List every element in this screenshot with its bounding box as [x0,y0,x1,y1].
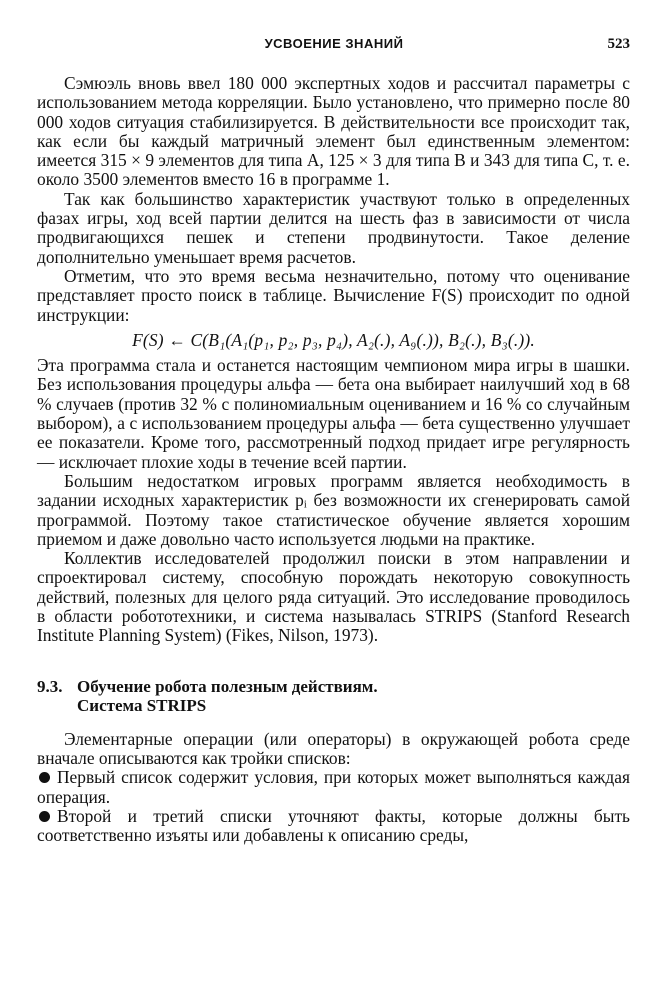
page-number: 523 [607,36,630,52]
running-head: УСВОЕНИЕ ЗНАНИЙ [264,36,404,51]
list-item-first-text: Первый список содержит условия, при которых может выполняться каждая операция. [37,767,630,807]
list-item-second [37,807,630,846]
list-item-first [37,768,630,807]
section-title-line2: Система STRIPS [77,696,207,716]
section-number: 9.3. [37,676,63,696]
paragraph-evaluation-time: Отметим, что это время весьма незначительно, потому что оценивание представляет просто поиск в таблице. Вычисление F(S) происходит по одной инструкции: [37,265,630,325]
paragraph-game-phases: Так как большинство характеристик участвуют только в определенных фазах игры, ход всей партии делится на шесть фаз в зависимости от числа продвигающихся пешек и степени продвинутости. Такое деление дополнительно уменьшает время расчетов. [37,188,630,267]
bullet-icon [39,772,50,783]
list-item-second-text: Второй и третий списки уточняют факты, которые должны быть соответственно изъяты или добавлены к описанию среды, [37,805,630,846]
paragraph-checkers-champion: Эта программа стала и останется настоящим чемпионом мира игры в шашки. Без использования процедуры альфа — бета она выбирает наилучший ход в 68 % случаев (против 32 % с полиномиальным оцениванием и 16 % со случайным выбором), а с использованием процедуры альфа — бета существенно улучшает ее показатели. Кроме того, рассмотренный подход придает игре регулярность — исключает плохие ходы в течение всей партии. [37,355,630,472]
section-heading [37,677,630,716]
bullet-icon [39,811,50,822]
paragraph-elementary-operations: Элементарные операции (или операторы) в окружающей робота среде вначале описываются как тройки списков: [37,728,630,768]
section-title-line1: Обучение робота полезным действиям. [77,676,378,696]
formula-fs: F(S) ← C(B₁(A₁(p₁, p₂, p₃, p₄), A₂(.), A₉(.)), B₂(.), B₃(.)). [132,329,535,350]
paragraph-samuel-experts: Сэмюэль вновь ввел 180 000 экспертных ходов и рассчитал параметры с использованием метода корреляции. Было установлено, что примерно после 80 000 ходов ситуация стабилизируется. В действительности все происходит так, как если бы каждый матричный элемент был единственным элементом: имеется 315 × 9 элементов для типа A, 125 × 3 для типа B и 343 для типа C, т. е. около 3500 элементов вместо 16 в программе 1. [37,73,630,190]
page-header [38,36,630,54]
paragraph-strips-intro: Коллектив исследователей продолжил поиски в этом направлении и спроектировал систему, способную порождать некоторую совокупность действий, полезных для целого ряда ситуаций. Это исследование проводилось в области робототехники, и система называлась STRIPS (Stanford Research Institute Planning System) (Fikes, Nilson, 1973). [37,548,630,646]
paragraph-drawback: Большим недостатком игровых программ является необходимость в задании исходных характеристик pᵢ без возможности их сгенерировать самой программой. Поэтому такое статистическое обучение является хорошим приемом и даже довольно часто используется людьми на практике. [37,470,630,549]
page-body [37,74,630,845]
